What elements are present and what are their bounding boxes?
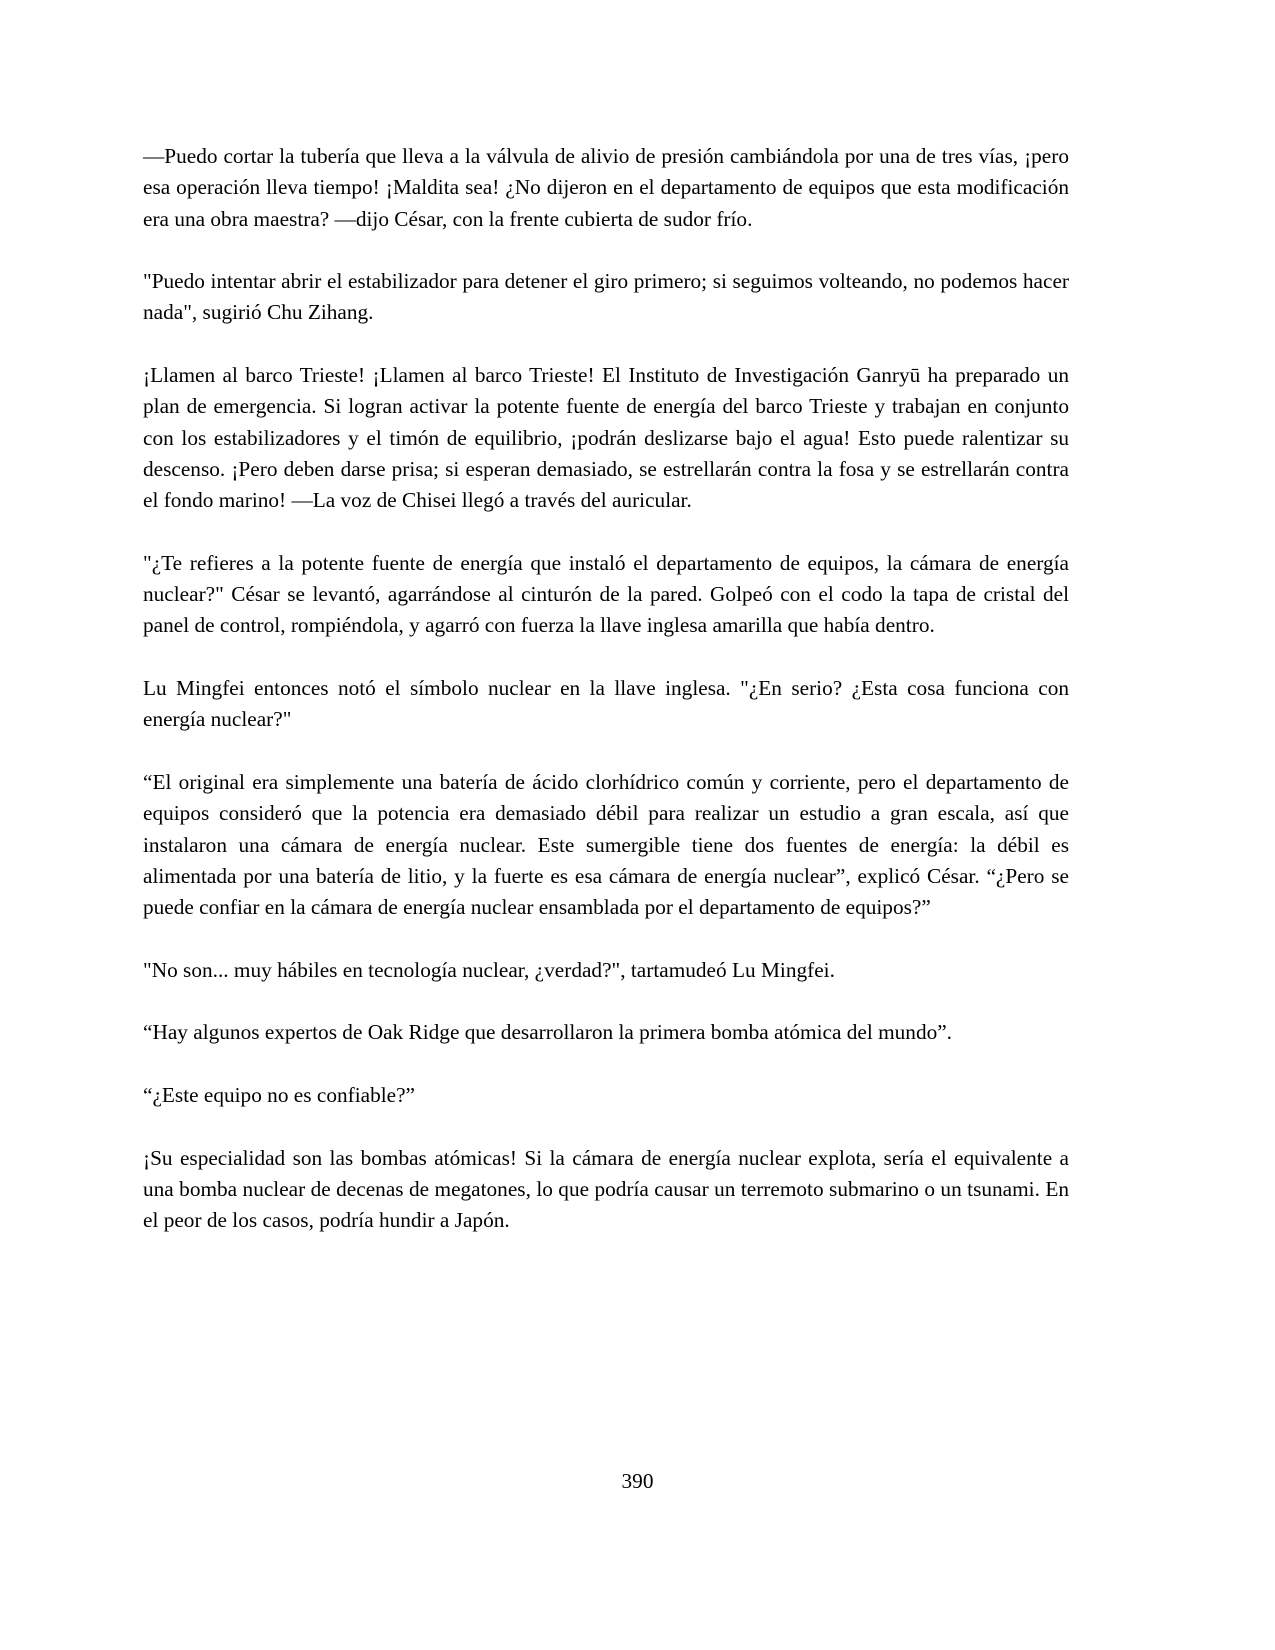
paragraph: —Puedo cortar la tubería que lleva a la válvula de alivio de presión cambiándola por una de tres vías, ¡pero esa operación lleva tiempo! ¡Maldita sea! ¿No dijeron en el departamento de equipos que esta modificación era una obra maestra? —dijo César, con la frente cubierta de sudor frío. — [143, 144, 1069, 231]
paragraph: ¡Llamen al barco Trieste! ¡Llamen al barco Trieste! El Instituto de Investigación Ganryū ha preparado un plan de emergencia. Si logran activar la potente fuente de energía del barco Trieste y trabajan en conjunto con los estabilizadores y el timón de equilibrio, ¡podrán deslizarse bajo el agua! Esto puede ralentizar su descenso. ¡Pero deben darse prisa; si esperan demasiado, se estrellarán contra la fosa y se estrellarán contra el fondo marino! —La voz de Chisei llegó a través del auricular. — [143, 363, 1069, 513]
paragraph: “El original era simplemente una batería de ácido clorhídrico común y corriente, pero el departamento de equipos consideró que la potencia era demasiado débil para realizar un estudio a gran escala, así que instalaron una cámara de energía nuclear. Este sumergible tiene dos fuentes de energía: la débil es alimentada por una batería de litio, y la fuerte es esa cámara de energía nuclear”, explicó César. “¿Pero se puede confiar en la cámara de energía nuclear ensamblada por el departamento de equipos?” — [143, 769, 1069, 920]
paragraph: “¿Este equipo no es confiable?” — [143, 1082, 416, 1107]
paragraph: "No son... muy hábiles en tecnología nuclear, ¿verdad?", tartamudeó Lu Mingfei. — [143, 957, 835, 982]
paragraph: "¿Te refieres a la potente fuente de energía que instaló el departamento de equipos, la cámara de energía nuclear?" César se levantó, agarrándose al cinturón de la pared. Golpeó con el codo la tapa de cristal del panel de control, rompiéndola, y agarró con fuerza la llave inglesa amarilla que había dentro. — [143, 550, 1069, 638]
paragraph: “Hay algunos expertos de Oak Ridge que desarrollaron la primera bomba atómica del mundo”. — [143, 1020, 953, 1045]
body-text — [143, 141, 1069, 1268]
paragraph: ¡Su especialidad son las bombas atómicas! Si la cámara de energía nuclear explota, sería el equivalente a una bomba nuclear de decenas de megatones, lo que podría causar un terremoto submarino o un tsunami. En el peor de los casos, podría hundir a Japón. — [143, 1145, 1069, 1233]
paragraph: "Puedo intentar abrir el estabilizador para detener el giro primero; si seguimos volteando, no podemos hacer nada", sugirió Chu Zihang. — [143, 269, 1069, 325]
page-number: 390 — [621, 1469, 654, 1493]
paragraph: Lu Mingfei entonces notó el símbolo nuclear en la llave inglesa. "¿En serio? ¿Esta cosa funciona con energía nuclear?" — [143, 676, 1069, 732]
